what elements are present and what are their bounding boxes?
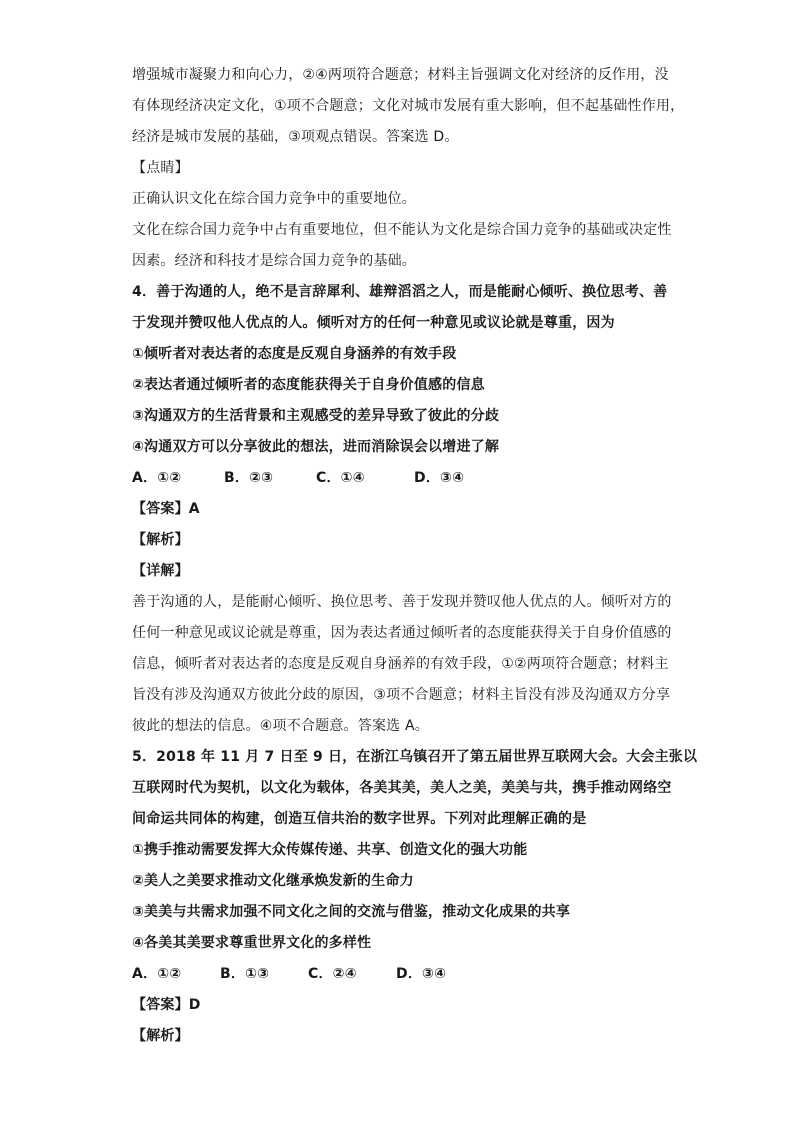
- q5-options: [132, 963, 667, 994]
- q4-detail-line: 善于沟通的人，是能耐心倾听、换位思考、善于发现并赞叹他人优点的人。倾听对方的: [132, 594, 672, 610]
- q4-option-b: B．②③: [224, 470, 274, 486]
- q3-pointer-line: 因素。经济和科技才是综合国力竞争的基础。: [132, 253, 416, 269]
- q4-detail-line: 旨没有涉及沟通双方彼此分歧的原因，③项不合题意；材料主旨没有涉及沟通双方分享: [132, 687, 671, 703]
- q4-detail-line: 信息，倾听者对表达者的态度是反观自身涵养的有效手段，①②两项符合题意；材料主: [132, 656, 669, 672]
- q4-option-d: D．③④: [414, 470, 465, 486]
- q5-item: ②美人之美要求推动文化继承焕发新的生命力: [132, 873, 414, 889]
- q5-stem-line: 互联网时代为契机，以文化为载体，各美其美，美人之美，美美与共，携手推动网络空: [132, 780, 672, 796]
- q4-detail-line: 任何一种意见或议论就是尊重，因为表达者通过倾听者的态度能获得关于自身价值感的: [132, 625, 672, 641]
- q3-pointer-line: 正确认识文化在综合国力竞争中的重要地位。: [132, 191, 416, 207]
- q3-pointer-heading: 【点睛】: [132, 160, 189, 176]
- q5-option-b: B．①③: [220, 966, 270, 982]
- q4-stem-line: 4．善于沟通的人，绝不是言辞犀利、雄辩滔滔之人，而是能耐心倾听、换位思考、善: [132, 284, 668, 300]
- q4-option-c: C．①④: [316, 470, 365, 486]
- q4-item: ①倾听者对表达者的态度是反观自身涵养的有效手段: [132, 346, 457, 362]
- q3-explanation-line: 增强城市凝聚力和向心力，②④两项符合题意；材料主旨强调文化对经济的反作用，没: [132, 67, 669, 83]
- q4-analysis-heading: 【解析】: [132, 532, 189, 548]
- q5-item: ④各美其美要求尊重世界文化的多样性: [132, 935, 372, 951]
- q5-option-c: C．②④: [308, 966, 357, 982]
- q4-options: [132, 467, 667, 498]
- q4-item: ③沟通双方的生活背景和主观感受的差异导致了彼此的分歧: [132, 408, 500, 424]
- q4-detail-line: 彼此的想法的信息。④项不合题意。答案选 A。: [132, 718, 429, 734]
- q5-analysis-heading: 【解析】: [132, 1028, 189, 1044]
- q4-stem-line: 于发现并赞叹他人优点的人。倾听对方的任何一种意见或议论就是尊重，因为: [132, 315, 615, 331]
- q5-item: ③美美与共需求加强不同文化之间的交流与借鉴，推动文化成果的共享: [132, 904, 571, 920]
- q5-answer: 【答案】D: [132, 997, 201, 1013]
- q3-pointer-line: 文化在综合国力竞争中占有重要地位，但不能认为文化是综合国力竞争的基础或决定性: [132, 222, 672, 238]
- q5-item: ①携手推动需要发挥大众传媒传递、共享、创造文化的强大功能: [132, 842, 528, 858]
- q4-answer: 【答案】A: [132, 501, 200, 517]
- q4-detail-heading: 【详解】: [132, 563, 189, 579]
- q3-explanation-line: 有体现经济决定文化，①项不合题意；文化对城市发展有重大影响，但不起基础性作用，: [132, 98, 685, 114]
- q4-item: ④沟通双方可以分享彼此的想法，进而消除误会以增进了解: [132, 439, 500, 455]
- q4-option-a: A．①②: [132, 470, 182, 486]
- q5-option-a: A．①②: [132, 966, 182, 982]
- q5-stem-line: 5．2018 年 11 月 7 日至 9 日，在浙江乌镇召开了第五届世界互联网大会。大会主张以: [132, 749, 698, 765]
- q5-option-d: D．③④: [396, 966, 447, 982]
- document-page: [132, 64, 698, 1056]
- q3-explanation-line: 经济是城市发展的基础，③项观点错误。答案选 D。: [132, 129, 459, 145]
- q5-stem-line: 间命运共同体的构建，创造互信共治的数字世界。下列对此理解正确的是: [132, 811, 587, 827]
- q4-item: ②表达者通过倾听者的态度能获得关于自身价值感的信息: [132, 377, 485, 393]
